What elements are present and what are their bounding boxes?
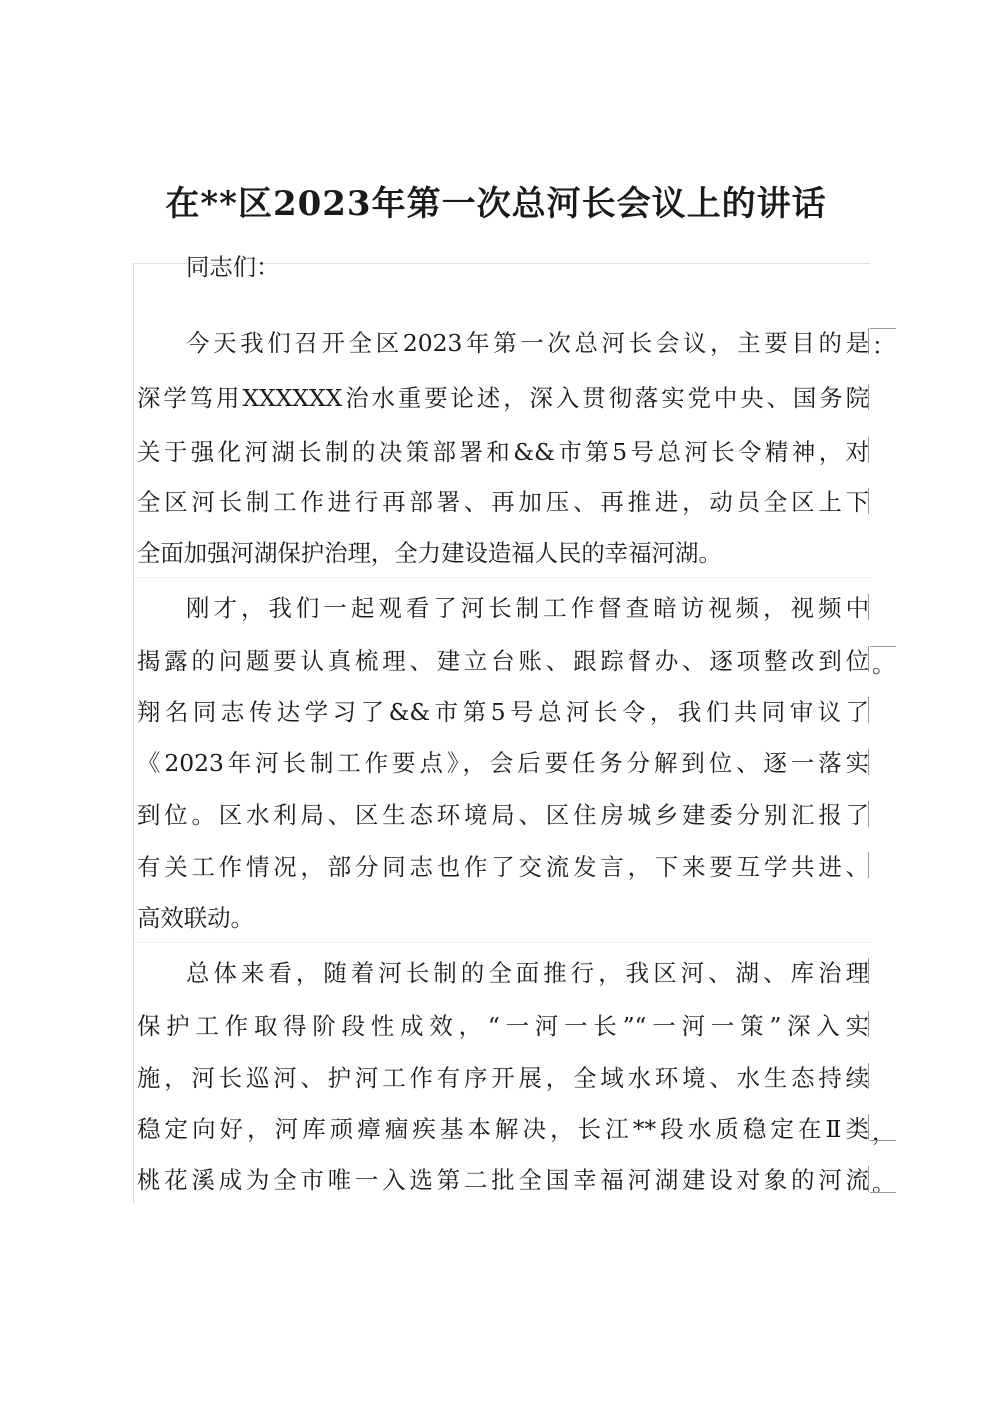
right-margin-tick [870,1192,896,1193]
paragraph-1-line-1: 今天我们召开全区2023年第一次总河长会议，主要目的是 [186,329,869,357]
page-title: 在**区2023年第一次总河长会议上的讲话 [165,184,827,224]
right-margin-mark [868,328,869,354]
paragraph-3-line-2: 保护工作取得阶段性成效，“一河一长”“一河一策”深入实 [137,1012,869,1040]
right-margin-mark [868,749,869,775]
paragraph-1-line-2: 深学笃用XXXXXX治水重要论述，深入贯彻落实党中央、国务院 [137,384,869,412]
right-margin-tick [870,1140,896,1141]
greeting: 同志们： [186,253,280,281]
paragraph-2-line-5: 到位。区水利局、区生态环境局、区住房城乡建委分别汇报了 [137,801,869,829]
right-margin-mark [868,488,869,514]
paragraph-2-line-7: 高效联动。 [137,904,254,932]
paragraph-3-line-5: 桃花溪成为全市唯一入选第二批全国幸福河湖建设对象的河流 [137,1166,869,1194]
paragraph-separator [133,942,870,943]
right-margin-mark [868,1011,869,1037]
paragraph-1-line-3: 关于强化河湖长制的决策部署和&&市第5号总河长令精神，对 [137,438,869,466]
paragraph-2-line-4: 《2023年河长制工作要点》，会后要任务分解到位、逐一落实 [137,749,869,777]
overflow-punctuation: ， [872,1118,896,1146]
text-frame-left-border [133,263,134,1203]
paragraph-2-line-3: 翔名同志传达学习了&&市第5号总河长令，我们共同审议了 [137,698,869,726]
right-margin-mark [868,1063,869,1089]
right-margin-mark [868,594,869,620]
overflow-punctuation: 。 [872,1169,896,1197]
paragraph-3-line-1: 总体来看，随着河长制的全面推行，我区河、湖、库治理 [186,959,869,987]
right-margin-mark [868,697,869,723]
right-margin-mark [868,384,869,410]
paragraph-2-line-6: 有关工作情况，部分同志也作了交流发言，下来要互学共进、 [137,853,869,881]
right-margin-tick [870,328,896,329]
overflow-punctuation: ： [872,332,896,360]
right-margin-tick [870,646,896,647]
right-margin-mark [868,437,869,463]
right-margin-mark [868,958,869,984]
paragraph-2-line-2: 揭露的问题要认真梳理、建立台账、跟踪督办、逐项整改到位 [137,647,869,675]
paragraph-3-line-3: 施，河长巡河、护河工作有序开展，全域水环境、水生态持续 [137,1064,869,1092]
right-margin-mark [868,852,869,878]
paragraph-1-line-5: 全面加强河湖保护治理，全力建设造福人民的幸福河湖。 [137,539,722,567]
paragraph-3-line-4: 稳定向好，河库顽瘴痼疾基本解决，长江**段水质稳定在Ⅱ类 [137,1115,869,1143]
overflow-punctuation: 。 [872,650,896,678]
paragraph-1-line-4: 全区河长制工作进行再部署、再加压、再推进，动员全区上下 [137,488,869,516]
right-margin-mark [868,1166,869,1192]
paragraph-2-line-1: 刚才，我们一起观看了河长制工作督查暗访视频，视频中 [186,594,869,622]
right-margin-mark [868,801,869,827]
right-margin-mark [868,646,869,672]
right-margin-mark [868,1114,869,1140]
paragraph-separator [133,577,870,578]
